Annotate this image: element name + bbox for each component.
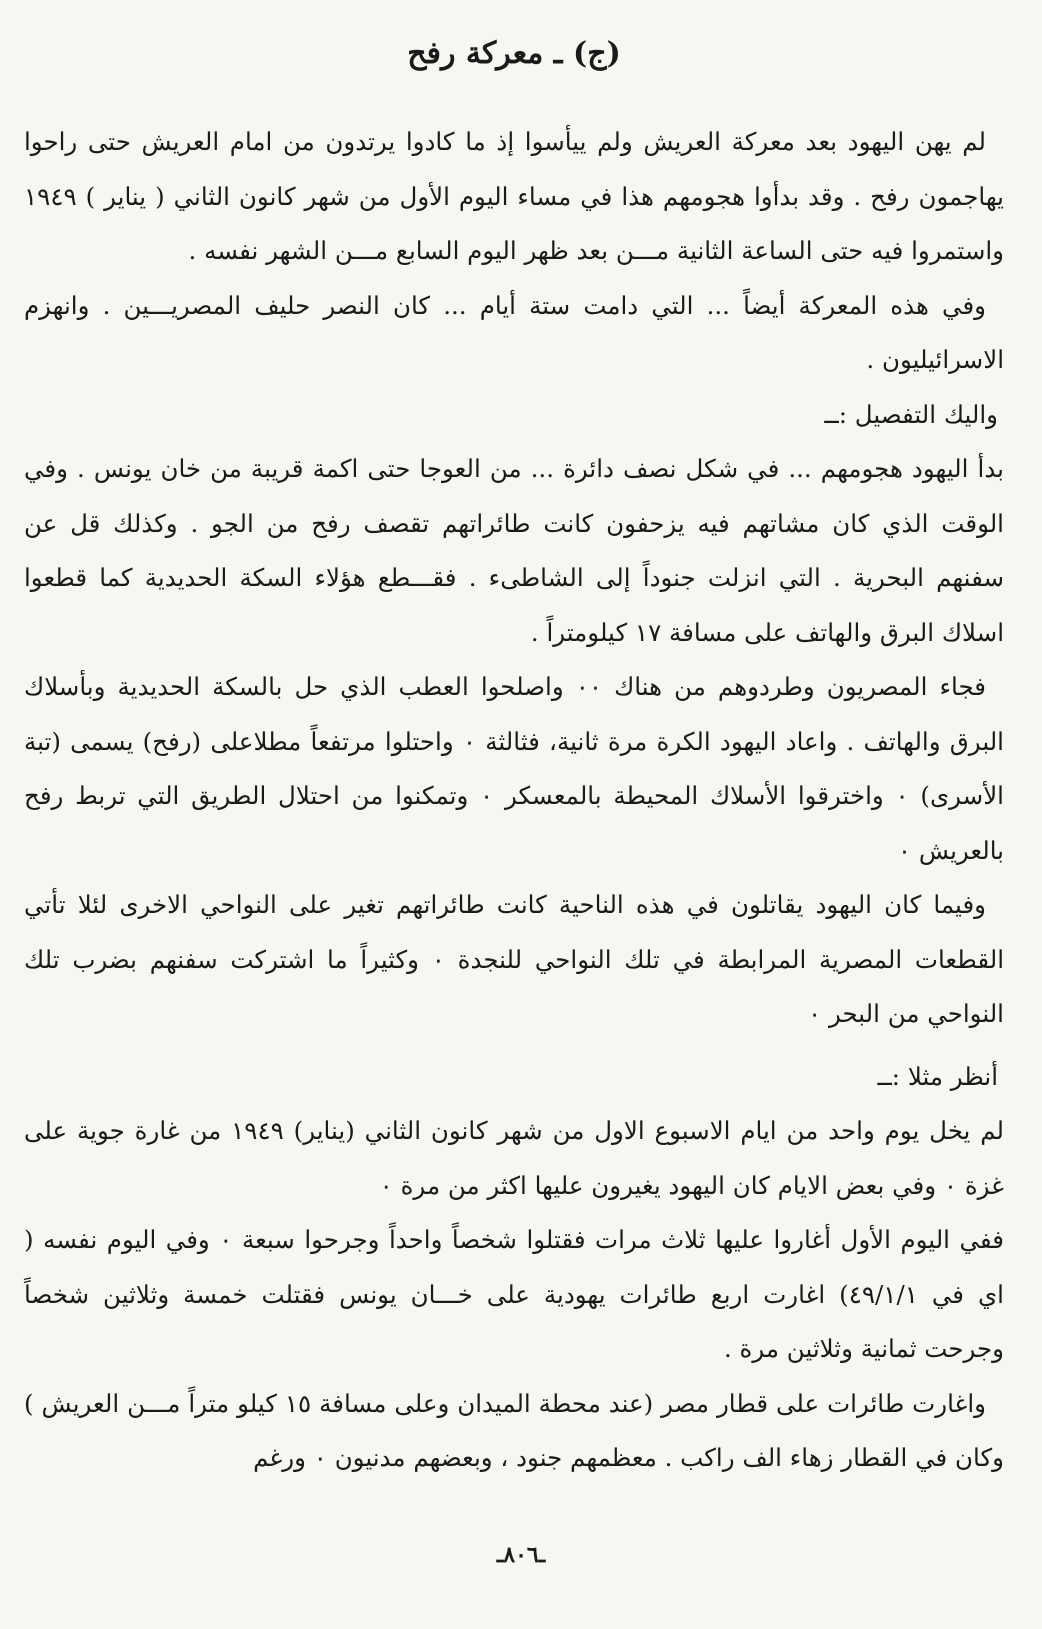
paragraph-1: لم يهن اليهود بعد معركة العريش ولم ييأسوا إذ ما كادوا يرتدون من امام العريش حتى راحوا يهاجمون رفح . وقد بدأوا هجومهم هذا في مساء اليوم الأول من شهر كانون الثاني ( يناير ) ١٩٤٩ واستمروا فيه حتى الساعة الثانية مـــن بعد ظهر اليوم السابع مـــن الشهر نفسه . (24, 127, 1004, 265)
paragraph-5: وفيما كان اليهود يقاتلون في هذه الناحية كانت طائراتهم تغير على النواحي الاخرى لئلا تأتي القطعات المصرية المرابطة في تلك النواحي للنجدة ٠ وكثيراً ما اشتركت سفنهم بضرب تلك النواحي من البحر ٠ (24, 890, 1004, 1028)
paragraph-8: واغارت طائرات على قطار مصر (عند محطة الميدان وعلى مسافة ١٥ كيلو متراً مـــن العريش ) وكان في القطار زهاء الف راكب . معظمهم جنود ، وبعضهم مدنيون ٠ ورغم (24, 1388, 1004, 1472)
paragraph-6: لم يخل يوم واحد من ايام الاسبوع الاول من شهر كانون الثاني (يناير) ١٩٤٩ من غارة جوية على غزة ٠ وفي بعض الايام كان اليهود يغيرون عليها اكثر من مرة ٠ (24, 1116, 1004, 1200)
paragraph-4: فجاء المصريون وطردوهم من هناك ٠٠ واصلحوا العطب الذي حل بالسكة الحديدية وبأسلاك البرق والهاتف . واعاد اليهود الكرة مرة ثانية، فثالثة ٠ واحتلوا مرتفعاً مطلاعلى (رفح) يسمى (تبة الأسرى) ٠ واخترقوا الأسلاك المحيطة بالمعسكر ٠ وتمكنوا من احتلال الطريق التي تربط رفح بالعريش ٠ (24, 672, 1004, 865)
paragraph-7: ففي اليوم الأول أغاروا عليها ثلاث مرات فقتلوا شخصاً واحداً وجرحوا سبعة ٠ وفي اليوم نفسه ( اي في ٤٩/١/١) اغارت اربع طائرات يهودية على خـــان يونس فقتلت خمسة وثلاثين شخصاً وجرحت ثمانية وثلاثين مرة . (24, 1225, 1004, 1363)
paragraph-3: بدأ اليهود هجومهم ... في شكل نصف دائرة ... من العوجا حتى اكمة قريبة من خان يونس . وفي الوقت الذي كان مشاتهم فيه يزحفون كانت طائراتهم تقصف رفح من الجو . وكذلك قل عن سفنهم البحرية . التي انزلت جنوداً إلى الشاطىء . فقـــطع هؤلاء السكة الحديدية كما قطعوا اسلاك البرق والهاتف على مسافة ١٧ كيلومتراً . (24, 454, 1004, 647)
details-heading: واليك التفصيل :ــ (824, 399, 998, 429)
page-number: ـ٨٠٦ـ (496, 1542, 546, 1568)
example-heading: أنظر مثلا :ــ (877, 1061, 998, 1091)
paragraph-2: وفي هذه المعركة أيضاً ... التي دامت ستة أيام ... كان النصر حليف المصريـــين . وانهزم الاسرائيليون . (24, 290, 1004, 374)
spacer (24, 1042, 1004, 1050)
page-title: (ج) ـ معركة رفح (407, 36, 621, 71)
